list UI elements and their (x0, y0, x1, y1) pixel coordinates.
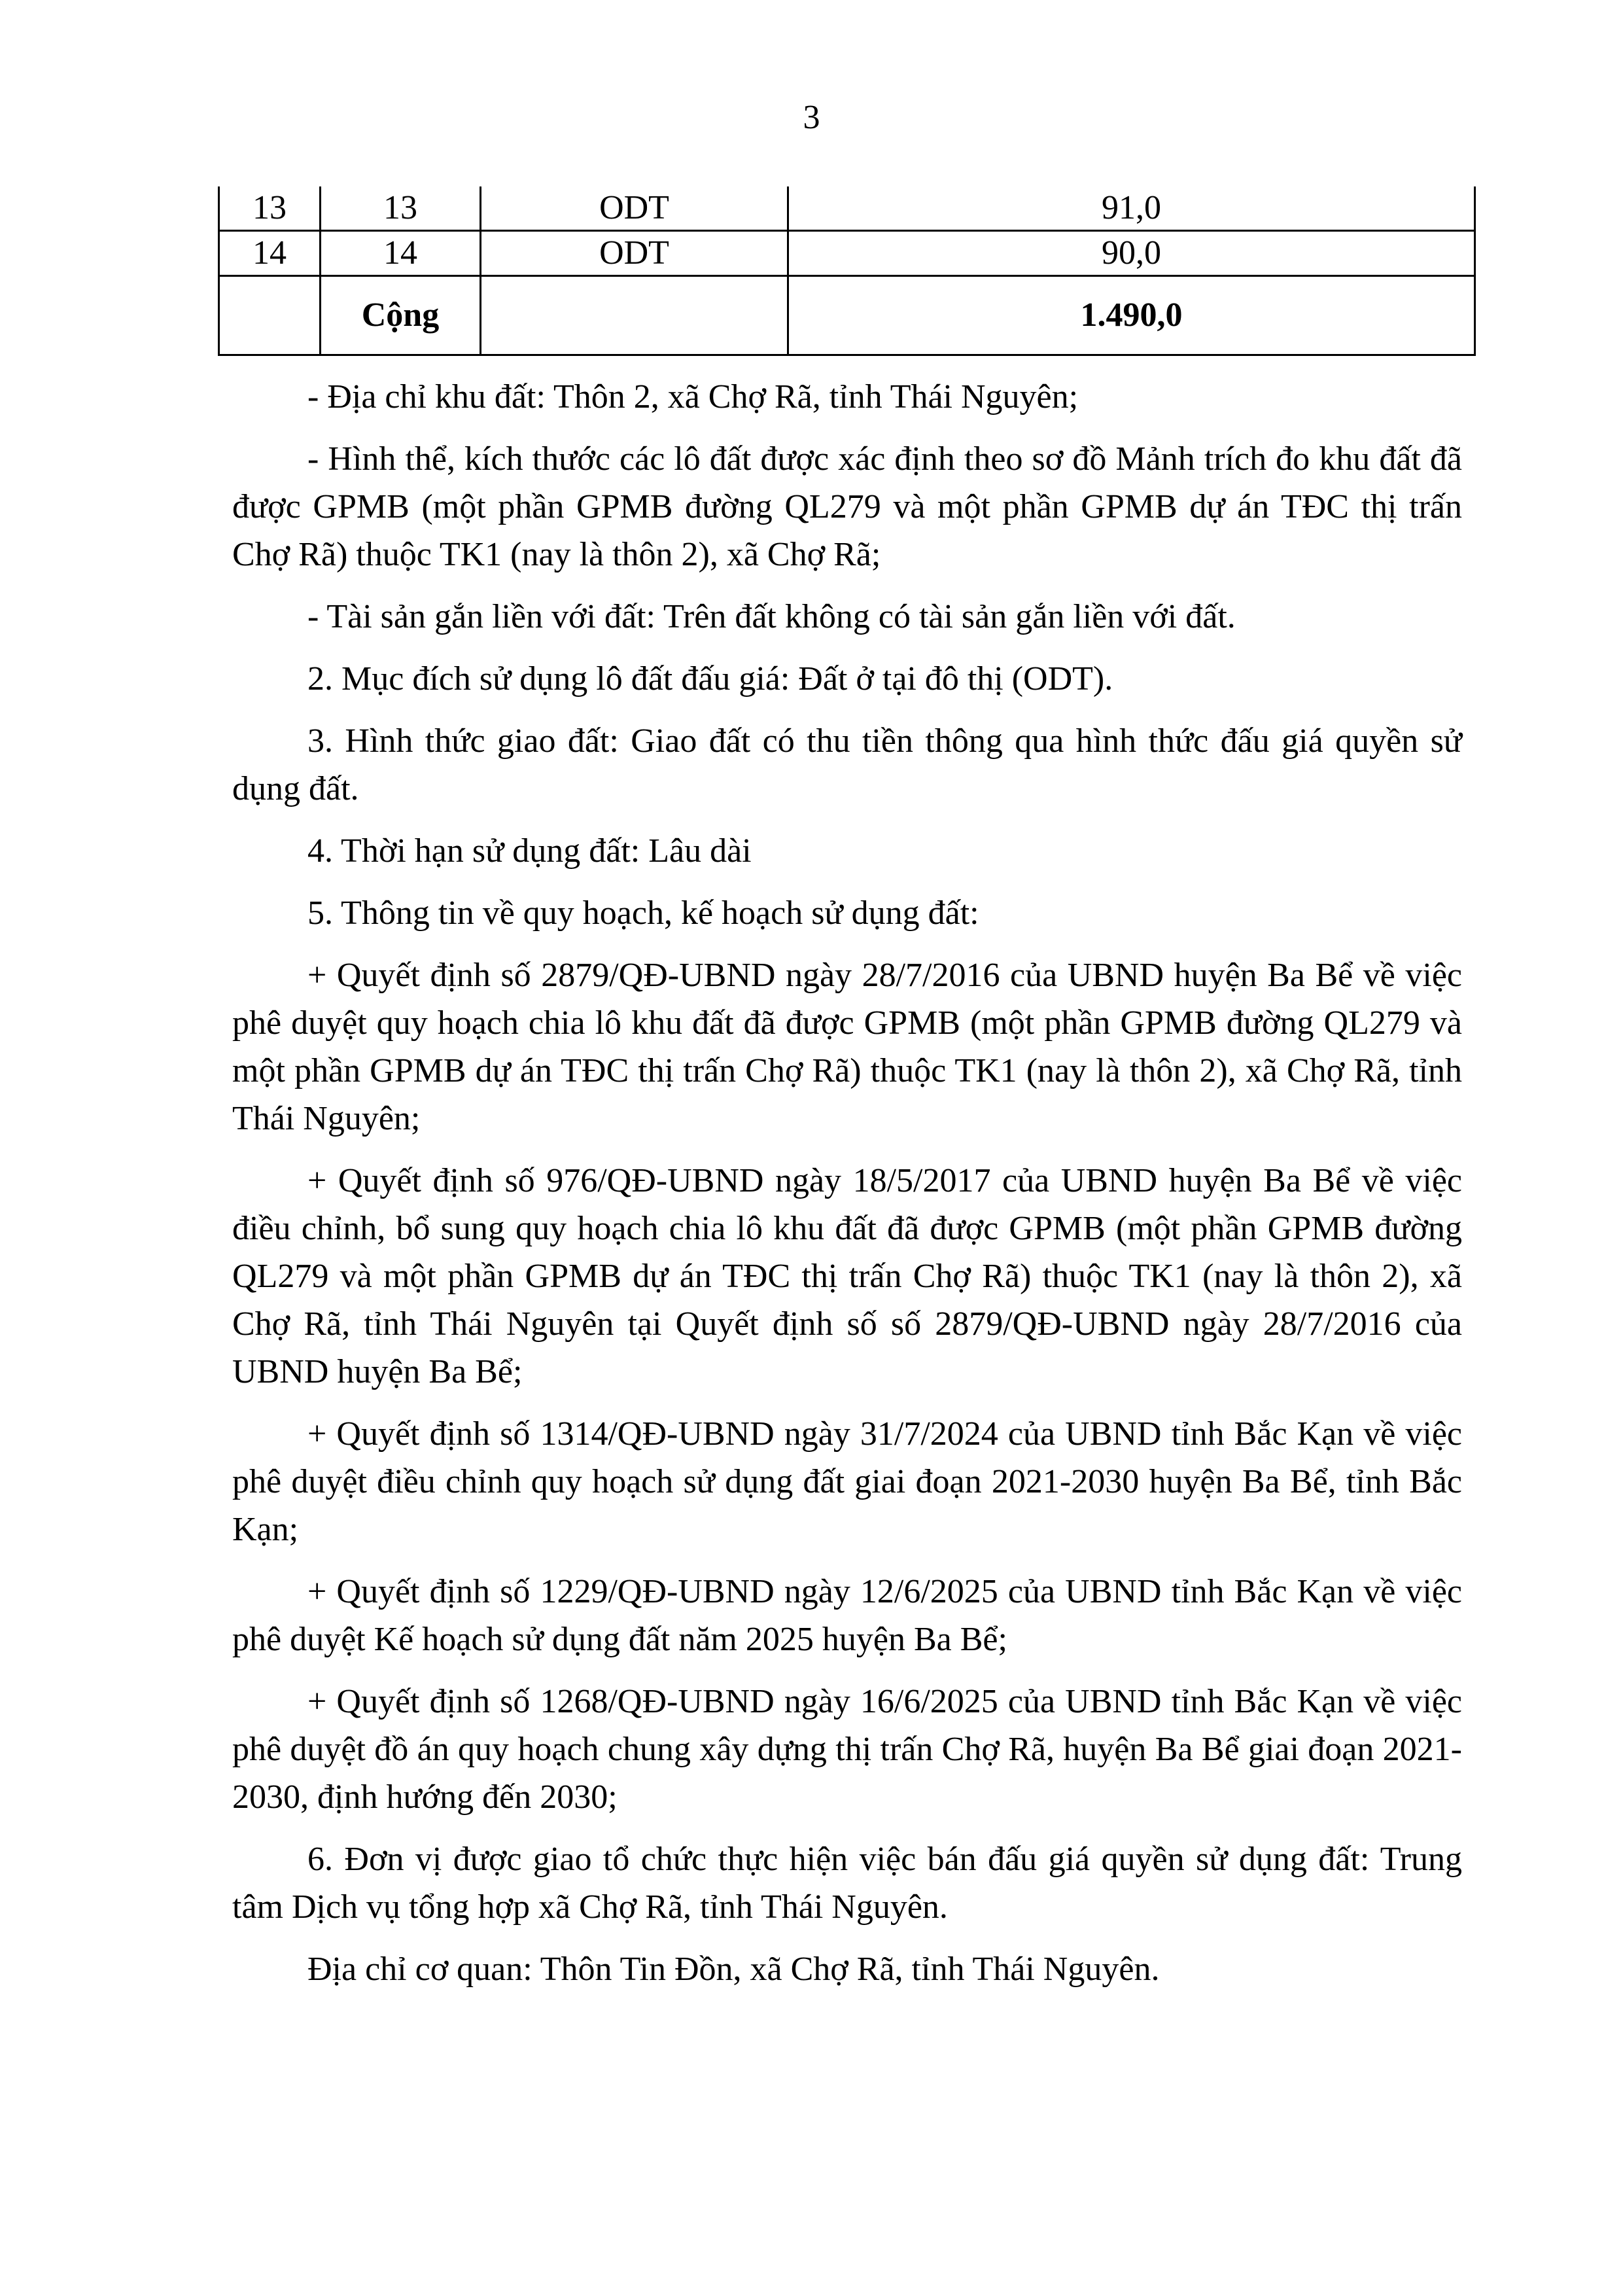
land-lot-table (218, 186, 1476, 356)
cell-land-type: ODT (481, 231, 788, 276)
page-number: 3 (803, 99, 820, 136)
cell-land-type: ODT (481, 186, 788, 231)
paragraph-assets: - Tài sản gắn liền với đất: Trên đất không có tài sản gắn liền với đất. (307, 598, 1236, 635)
cell-area: 91,0 (788, 186, 1475, 231)
cell-area: 90,0 (788, 231, 1475, 276)
paragraph-organizer: 6. Đơn vị được giao tổ chức thực hiện việc bán đấu giá quyền sử dụng đất: Trung tâm Dịch vụ tổng hợp xã Chợ Rã, tỉnh Thái Nguyên. (232, 1841, 1462, 1926)
cell-stt: 14 (219, 231, 321, 276)
cell-lot: 13 (321, 186, 481, 231)
table-row (219, 186, 1475, 231)
paragraph-shape-size: - Hình thể, kích thước các lô đất được xác định theo sơ đồ Mảnh trích đo khu đất đã được GPMB (một phần GPMB đường QL279 và một phần GPMB dự án TĐC thị trấn Chợ Rã) thuộc TK1 (nay là thôn 2), xã Chợ Rã; (232, 440, 1462, 573)
paragraph-address: - Địa chỉ khu đất: Thôn 2, xã Chợ Rã, tỉnh Thái Nguyên; (307, 378, 1079, 415)
table-row (219, 231, 1475, 276)
paragraph-planning-info: 5. Thông tin về quy hoạch, kế hoạch sử dụng đất: (307, 894, 979, 932)
document-body (232, 373, 1462, 2007)
paragraph-purpose: 2. Mục đích sử dụng lô đất đấu giá: Đất ở tại đô thị (ODT). (307, 660, 1113, 698)
paragraph-decision-1268: + Quyết định số 1268/QĐ-UBND ngày 16/6/2025 của UBND tỉnh Bắc Kạn về việc phê duyệt đồ án quy hoạch chung xây dựng thị trấn Chợ Rã, huyện Ba Bể giai đoạn 2021-2030, định hướng đến 2030; (232, 1683, 1462, 1816)
paragraph-office-address: Địa chỉ cơ quan: Thôn Tin Đồn, xã Chợ Rã, tỉnh Thái Nguyên. (307, 1951, 1160, 1988)
paragraph-decision-2879: + Quyết định số 2879/QĐ-UBND ngày 28/7/2016 của UBND huyện Ba Bể về việc phê duyệt quy hoạch chia lô khu đất đã được GPMB (một phần GPMB đường QL279 và một phần GPMB dự án TĐC thị trấn Chợ Rã) thuộc TK1 (nay là thôn 2), xã Chợ Rã, tỉnh Thái Nguyên; (232, 957, 1462, 1137)
paragraph-allocation-form: 3. Hình thức giao đất: Giao đất có thu tiền thông qua hình thức đấu giá quyền sử dụng đất. (232, 722, 1462, 807)
paragraph-decision-1314: + Quyết định số 1314/QĐ-UBND ngày 31/7/2024 của UBND tỉnh Bắc Kạn về việc phê duyệt điều chỉnh quy hoạch sử dụng đất giai đoạn 2021-2030 huyện Ba Bể, tỉnh Bắc Kạn; (232, 1415, 1462, 1548)
cell-empty (481, 276, 788, 355)
table-total-row (219, 276, 1475, 355)
paragraph-decision-976: + Quyết định số 976/QĐ-UBND ngày 18/5/2017 của UBND huyện Ba Bể về việc điều chỉnh, bổ sung quy hoạch chia lô khu đất đã được GPMB (một phần GPMB đường QL279 và một phần GPMB dự án TĐC thị trấn Chợ Rã) thuộc TK1 (nay là thôn 2), xã Chợ Rã, tỉnh Thái Nguyên tại Quyết định số số 2879/QĐ-UBND ngày 28/7/2016 của UBND huyện Ba Bể; (232, 1162, 1462, 1390)
paragraph-term: 4. Thời hạn sử dụng đất: Lâu dài (307, 832, 752, 870)
paragraph-decision-1229: + Quyết định số 1229/QĐ-UBND ngày 12/6/2025 của UBND tỉnh Bắc Kạn về việc phê duyệt Kế hoạch sử dụng đất năm 2025 huyện Ba Bể; (232, 1573, 1462, 1658)
total-label: Cộng (321, 276, 481, 355)
cell-lot: 14 (321, 231, 481, 276)
cell-stt: 13 (219, 186, 321, 231)
cell-empty (219, 276, 321, 355)
total-value: 1.490,0 (788, 276, 1475, 355)
